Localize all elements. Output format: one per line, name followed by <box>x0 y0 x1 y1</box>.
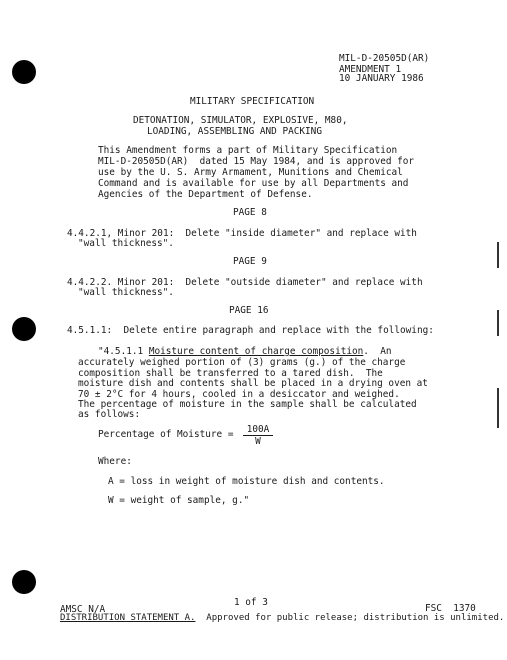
title-line-2: LOADING, ASSEMBLING AND PACKING <box>147 126 322 137</box>
quote-line: The percentage of moisture in the sample shall be calculated <box>78 399 417 410</box>
intro-line: This Amendment forms a part of Military Specification <box>98 145 398 156</box>
page-counter: 1 of 3 <box>234 597 268 608</box>
quote-number: "4.5.1.1 <box>98 346 149 357</box>
scan-edge-mark <box>497 242 499 268</box>
quote-first-line <box>98 346 392 357</box>
amsc-code: AMSC N/A <box>60 604 106 615</box>
spec-type: MILITARY SPECIFICATION <box>190 96 315 107</box>
page-8-label: PAGE 8 <box>233 207 267 218</box>
intro-line: Agencies of the Department of Defense. <box>98 189 313 200</box>
definition-w: W = weight of sample, g." <box>108 495 250 506</box>
scan-edge-mark <box>497 310 499 336</box>
quote-heading: Moisture content of charge composition <box>148 346 364 357</box>
punch-hole-bottom <box>12 570 36 594</box>
distribution-statement <box>60 613 504 624</box>
intro-line: Command and is available for use by all Departments and <box>98 178 409 189</box>
page-16-label: PAGE 16 <box>229 305 269 316</box>
formula-fraction <box>243 424 273 447</box>
scan-edge-mark <box>497 388 499 428</box>
doc-number: MIL-D-20505D(AR) <box>339 53 430 64</box>
distribution-text: Approved for public release; distribution is unlimited. <box>195 613 505 623</box>
punch-hole-middle <box>12 317 36 341</box>
page-8-line-2: "wall thickness". <box>78 238 174 249</box>
page-16-line-1: 4.5.1.1: Delete entire paragraph and replace with the following: <box>67 325 434 336</box>
quote-line: accurately weighed portion of (3) grams (g.) of the charge <box>78 357 406 368</box>
distribution-label: DISTRIBUTION STATEMENT A. <box>60 613 196 623</box>
formula-label: Percentage of Moisture = <box>98 429 240 440</box>
amendment-number: AMENDMENT 1 <box>339 64 402 75</box>
page-9-line-2: "wall thickness". <box>78 287 174 298</box>
quote-line: 70 ± 2°C for 4 hours, cooled in a desiccator and weighed. <box>78 389 400 400</box>
quote-line: moisture dish and contents shall be placed in a drying oven at <box>78 378 428 389</box>
quote-line: as follows: <box>78 409 141 420</box>
page-8-line-1: 4.4.2.1, Minor 201: Delete "inside diameter" and replace with <box>67 228 417 239</box>
formula-numerator: 100A <box>243 424 273 436</box>
amendment-date: 10 JANUARY 1986 <box>339 73 424 84</box>
intro-line: MIL-D-20505D(AR) dated 15 May 1984, and is approved for <box>98 156 415 167</box>
intro-line: use by the U. S. Army Armament, Munitions and Chemical <box>98 167 403 178</box>
title-line-1: DETONATION, SIMULATOR, EXPLOSIVE, M80, <box>133 115 348 126</box>
where-label: Where: <box>98 456 132 467</box>
definition-a: A = loss in weight of moisture dish and contents. <box>108 476 385 487</box>
page-9-label: PAGE 9 <box>233 256 267 267</box>
quote-line: composition shall be transferred to a tared dish. The <box>78 368 383 379</box>
punch-hole-top <box>12 60 36 84</box>
formula-denominator: W <box>255 436 261 447</box>
quote-after-heading: . An <box>363 346 392 357</box>
page-9-line-1: 4.4.2.2. Minor 201: Delete "outside diameter" and replace with <box>67 277 423 288</box>
fsc-code: FSC 1370 <box>425 603 476 614</box>
